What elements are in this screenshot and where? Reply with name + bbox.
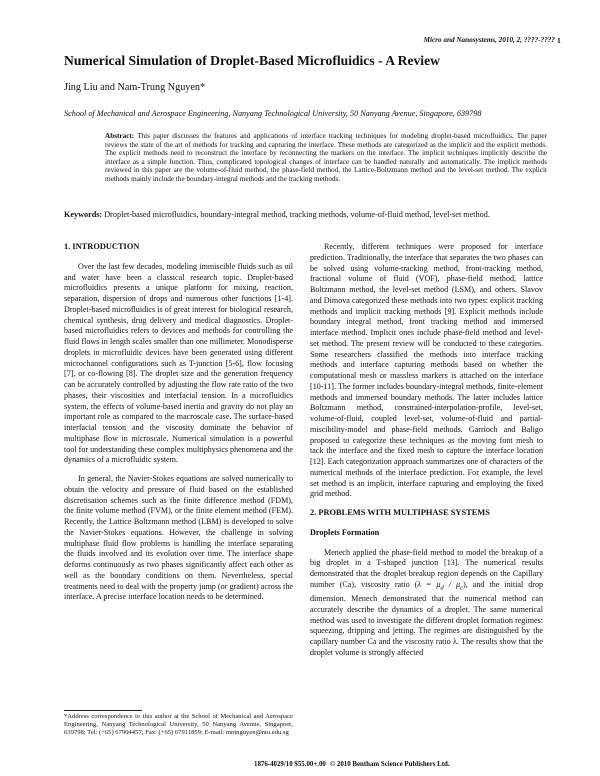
section-heading-introduction: 1. INTRODUCTION [64, 242, 140, 251]
running-header-journal: Micro and Nanosystems, 2010, 2, ????-???? [423, 36, 555, 44]
correspondence-footnote: *Address correspondence to this author at the School of Mechanical and Aerospace Engineering, Nanyang Technological University, 50 Nanyang Avenue, Singapore, 639798; Tel: (+65) 67904457; Fax: (+65) 67911859; E-mail: mntnguyen@ntu.edu.sg [64, 713, 293, 737]
equation-slash-mu: / μ [443, 579, 461, 589]
abstract-text: This paper discusses the features and applications of interface tracking techniques for modeling droplet-based microfluidics. The paper reviews the state of the art of methods for tracking and capturing the interface. These methods are categorized as the implicit and the explicit methods. The explicit methods need to reconstruct the interface by reconnecting the markers on the interface. The implicit techniques implicitly describe the interface as a simple function. Thus, complicated topological changes of interface can be handled naturally and automatically. The implicit methods reviewed in this paper are the volume-of-fluid method, the phase-field method, the Lattice-Boltzmann method and the level-set method. The explicit methods mainly include the boundary-integral methods and the tracking methods. [105, 132, 547, 183]
section-heading-multiphase: 2. PROBLEMS WITH MULTIPHASE SYSTEMS [310, 508, 490, 517]
footer-publisher: © 2010 Bentham Science Publishers Ltd. [330, 761, 450, 768]
paper-title: Numerical Simulation of Droplet-Based Microfluidics - A Review [64, 53, 440, 68]
subsection-heading-droplets: Droplets Formation [310, 527, 380, 537]
left-column [64, 242, 293, 611]
keywords-label: Keywords: [64, 210, 103, 219]
authors: Jing Liu and Nam-Trung Nguyen* [64, 82, 206, 93]
right-column [310, 242, 543, 667]
droplet-text-end: ), and the initial drop dimension. Menech demonstrated that the numerical method can accurately describe the dynamics of a droplet. The same numerical method was used to investigate the different droplet formation regimes: squeezing, dripping and jetting. The regimes are distinguished by the capillary number Ca and the viscosity ratio λ. The results show that the droplet volume is strongly affected [310, 579, 544, 657]
affiliation: School of Mechanical and Aerospace Engineering, Nanyang Technological University, 50 Nanyang Avenue, Singapore, 639798 [64, 109, 482, 118]
abstract-label: Abstract: [105, 132, 135, 140]
droplet-paragraph [310, 548, 543, 659]
equation-subscript-d: d [440, 584, 444, 592]
footer-issn: 1876-4029/10 $55.00+.00 [254, 761, 326, 768]
intro-paragraph: In general, the Navier-Stokes equations are solved numerically to obtain the velocity and pressure of fluid based on the established discretisation schemes such as the finite difference method (FDM), the finite volume method (FVM), or the finite element method (FEM). Recently, the Lattice Boltzmann method (LBM) is developed to solve the Navier-Stokes equations. However, the challenge in solving multiphase fluid flow problems is handling the interface separating the fluids involved and its evolution over time. The interface shape deforms continuously as two phases significantly affect each other as well as the boundary conditions on them. Nevertheless, special treatments need to deal with the property jump (or gradient) across the interface. A precise interface location needs to be determined. [64, 474, 293, 602]
abstract [105, 132, 547, 184]
equation-lambda: λ = μ [417, 579, 441, 589]
footnote-rule [64, 710, 142, 711]
keywords [64, 210, 546, 221]
droplet-text-start: Menech applied the phase-field method to model the breakup of a big droplet in a T-shaped junction [13]. The numerical results demonstrated that the droplet breakup region depends on the Capillary number (Ca), viscosity ratio ( [310, 547, 543, 589]
intro-paragraph: Over the last few decades, modeling immiscible fluids such as oil and water have been a classical research topic. Droplet-based microfluidics presents a unique platform for mixing, reaction, separation, dispersion of drops and numerous other functions [1-4]. Droplet-based microfluidics is of great interest for biological research, chemical synthesis, drug delivery and medical diagnostics. Droplet-based microfluidics refers to devices and methods for controlling the fluid flows in length scales smaller than one millimeter. Monodisperse droplets in microfluidic devices have been generated using different microchannel configurations such as T-junction [5-6], flow focusing [7], or co-flowing [8]. The droplet size and the generation frequency can be accurately controlled by adjusting the flow rate ratio of the two phases, their viscosities and interfacial tension. In a microfluidics system, the effects of volume-based inertia and gravity do not play an important role as compared to the macroscale case. The surface-based interfacial tension and the viscosity dominate the behavior of multiphase flow in microscale. Numerical simulation is a powerful tool for understanding these complex multiphysics phenomena and the dynamics of a microfluidic system. [64, 261, 293, 465]
viscosity-ratio-equation [417, 579, 464, 592]
keywords-text: Droplet-based microfluidics, boundary-integral method, tracking methods, volume-of-fluid method, level-set method. [104, 210, 490, 219]
equation-subscript-c: c [460, 584, 464, 592]
review-paragraph: Recently, different techniques were proposed for interface prediction. Traditionally, the interface that separates the two phases can be solved using volume-tracking method, front-tracking method, fractional volume of fluid (VOF), phase-field method, lattice Boltzmann method, the level-set method (LSM), and others. Slavov and Dimova categorized these methods into two types: explicit tracking methods and implicit tracking methods [9]. Explicit methods include boundary integral method, front tracking method and immersed interface method. Implicit ones include phase-field method and level-set method. The present review will be conducted to these categories. Some researchers classified the methods into interface tracking methods and interface capturing methods based on whether the computational mesh or massless markers is attached on the interface [10-11]. The former includes boundary-integral methods, finite-element methods and immersed boundary methods. The latter includes lattice Boltzmann method, constrained-interpolation-profile, level-set, volume-of-fluid, coupled level-set, volume-of-fluid and partial-miscibility-model and phase-field methods. Garrioch and Baligo proposed to categorize these techniques as the moving font mesh to tack the interface and the fixed mesh to capture the interface location [12]. Each categorization approach summarizes one of characters of the numerical methods of the interface prediction. For example, the level set method is an implicit, interface capturing and employing the fixed grid method. [310, 242, 543, 499]
page-number: 1 [557, 36, 561, 45]
